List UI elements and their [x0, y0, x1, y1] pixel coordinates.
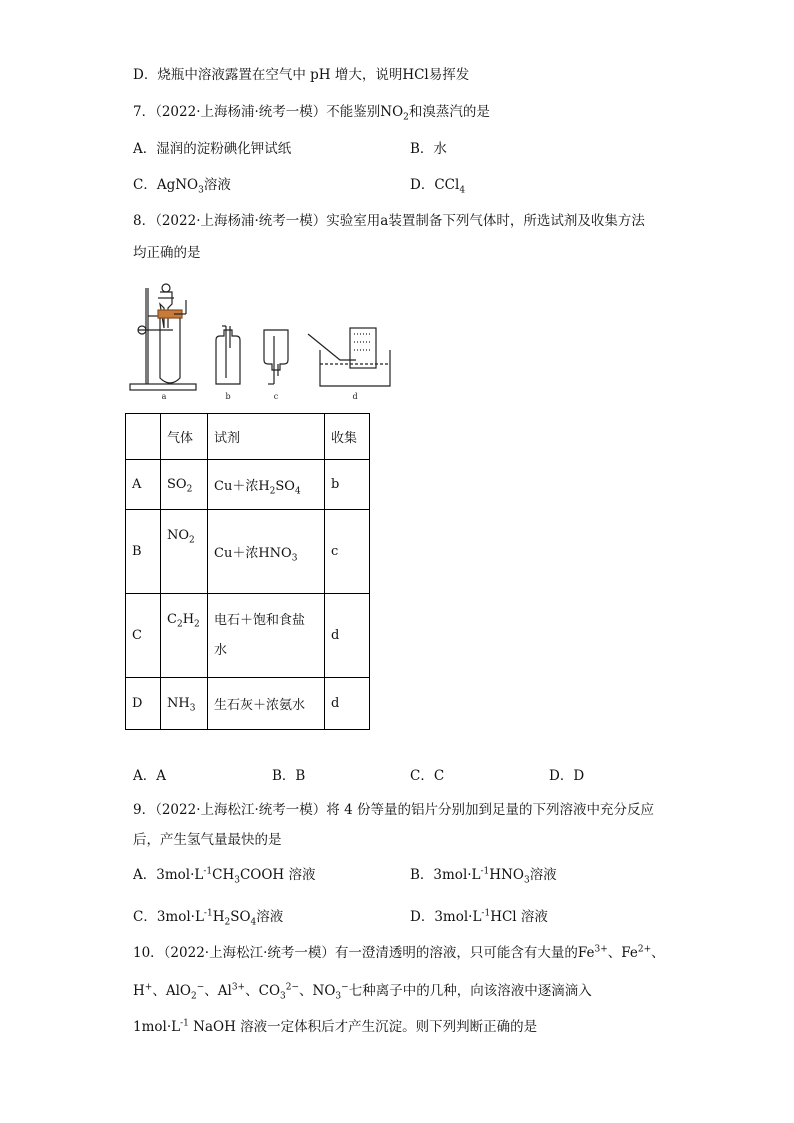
- row-reagent: Cu＋浓$H_2SO_4$: [208, 460, 325, 510]
- q7-stem: 7．（2022·上海杨浦·统考一模）不能鉴别$NO_2$和溴蒸汽的是: [133, 104, 490, 123]
- apparatus-label-a: a: [161, 392, 167, 401]
- apparatus-diagram: [128, 280, 393, 402]
- q7-option-a: A．湿润的淀粉碘化钾试纸: [133, 141, 292, 157]
- table-row: [126, 460, 370, 510]
- table-header-gas: 气体: [161, 414, 208, 460]
- q8-answer-c: C．C: [410, 768, 445, 784]
- table-header-row: [126, 414, 370, 460]
- row-label: B: [126, 510, 161, 594]
- apparatus-d: [308, 328, 390, 386]
- row-collect: c: [325, 510, 370, 594]
- apparatus-label-b: b: [225, 392, 231, 401]
- apparatus-a: [130, 284, 196, 390]
- row-collect: b: [325, 460, 370, 510]
- q8-answer-d: D．D: [549, 768, 585, 784]
- table-row: [126, 678, 370, 730]
- q8-stem-line2: 均正确的是: [133, 245, 201, 261]
- table-row: [126, 594, 370, 678]
- table-header-reagent: 试剂: [208, 414, 325, 460]
- q7-option-c: C．AgNO$_3$溶液: [133, 177, 231, 196]
- row-gas: $NO_2$: [161, 510, 208, 594]
- q8-answer-a: A．A: [133, 768, 166, 784]
- row-collect: d: [325, 678, 370, 730]
- row-gas: $SO_2$: [161, 460, 208, 510]
- q9-option-a: A．$3mol\cdot L^{-1}CH_3COOH$ 溶液: [133, 866, 316, 886]
- q9-option-d: D．$3mol\cdot L^{-1}HCl$ 溶液: [410, 908, 548, 925]
- table-header-collect: 收集: [325, 414, 370, 460]
- q8-answer-b: B．B: [272, 768, 306, 784]
- q9-option-c: C．$3mol\cdot L^{-1}H_2SO_4$溶液: [133, 908, 284, 928]
- apparatus-label-d: d: [352, 392, 358, 401]
- q10-stem-line2: H+、AlO$_2$−、$Al^{3+}$、$CO_3^{2-}$、$NO_3^-$七种离子中的几种，向该溶液中逐滴滴入: [133, 982, 592, 1002]
- q9-option-b: B．$3mol\cdot L^{-1}HNO_3$溶液: [410, 866, 557, 886]
- row-collect: d: [325, 594, 370, 678]
- q7-option-b: B．水: [410, 141, 447, 157]
- row-reagent: 生石灰＋浓氨水: [208, 678, 325, 730]
- row-reagent: 电石＋饱和食盐 水: [208, 594, 325, 678]
- table-row: [126, 510, 370, 594]
- row-label: D: [126, 678, 161, 730]
- q10-stem-line3: $1mol\cdot L^{-1}$ NaOH 溶液一定体积后才产生沉淀。则下列判断正确的是: [133, 1018, 538, 1035]
- apparatus-label-c: c: [273, 392, 279, 401]
- row-label: C: [126, 594, 161, 678]
- q9-stem-line1: 9．（2022·上海松江·统考一模）将 4 份等量的铝片分别加到足量的下列溶液中充分反应: [133, 802, 654, 818]
- apparatus-b: [216, 326, 240, 384]
- row-gas: $NH_3$: [161, 678, 208, 730]
- q8-table: [125, 413, 370, 730]
- q6-option-d: D．烧瓶中溶液露置在空气中 pH 增大，说明HCl易挥发: [133, 67, 470, 83]
- q8-stem-line1: 8．（2022·上海杨浦·统考一模）实验室用a装置制备下列气体时，所选试剂及收集方法: [133, 213, 645, 229]
- q10-stem-line1: 10．（2022·上海松江·统考一模）有一澄清透明的溶液，只可能含有大量的$Fe^{3+}$、$Fe^{2+}$、: [133, 944, 665, 961]
- row-reagent: Cu＋浓$HNO_3$: [208, 510, 325, 594]
- row-label: A: [126, 460, 161, 510]
- q7-option-d: D．CCl$_4$: [410, 177, 466, 196]
- apparatus-c: [264, 330, 288, 384]
- q9-stem-line2: 后，产生氢气量最快的是: [133, 832, 282, 848]
- table-header-empty: [126, 414, 161, 460]
- row-gas: $C_2H_2$: [161, 594, 208, 678]
